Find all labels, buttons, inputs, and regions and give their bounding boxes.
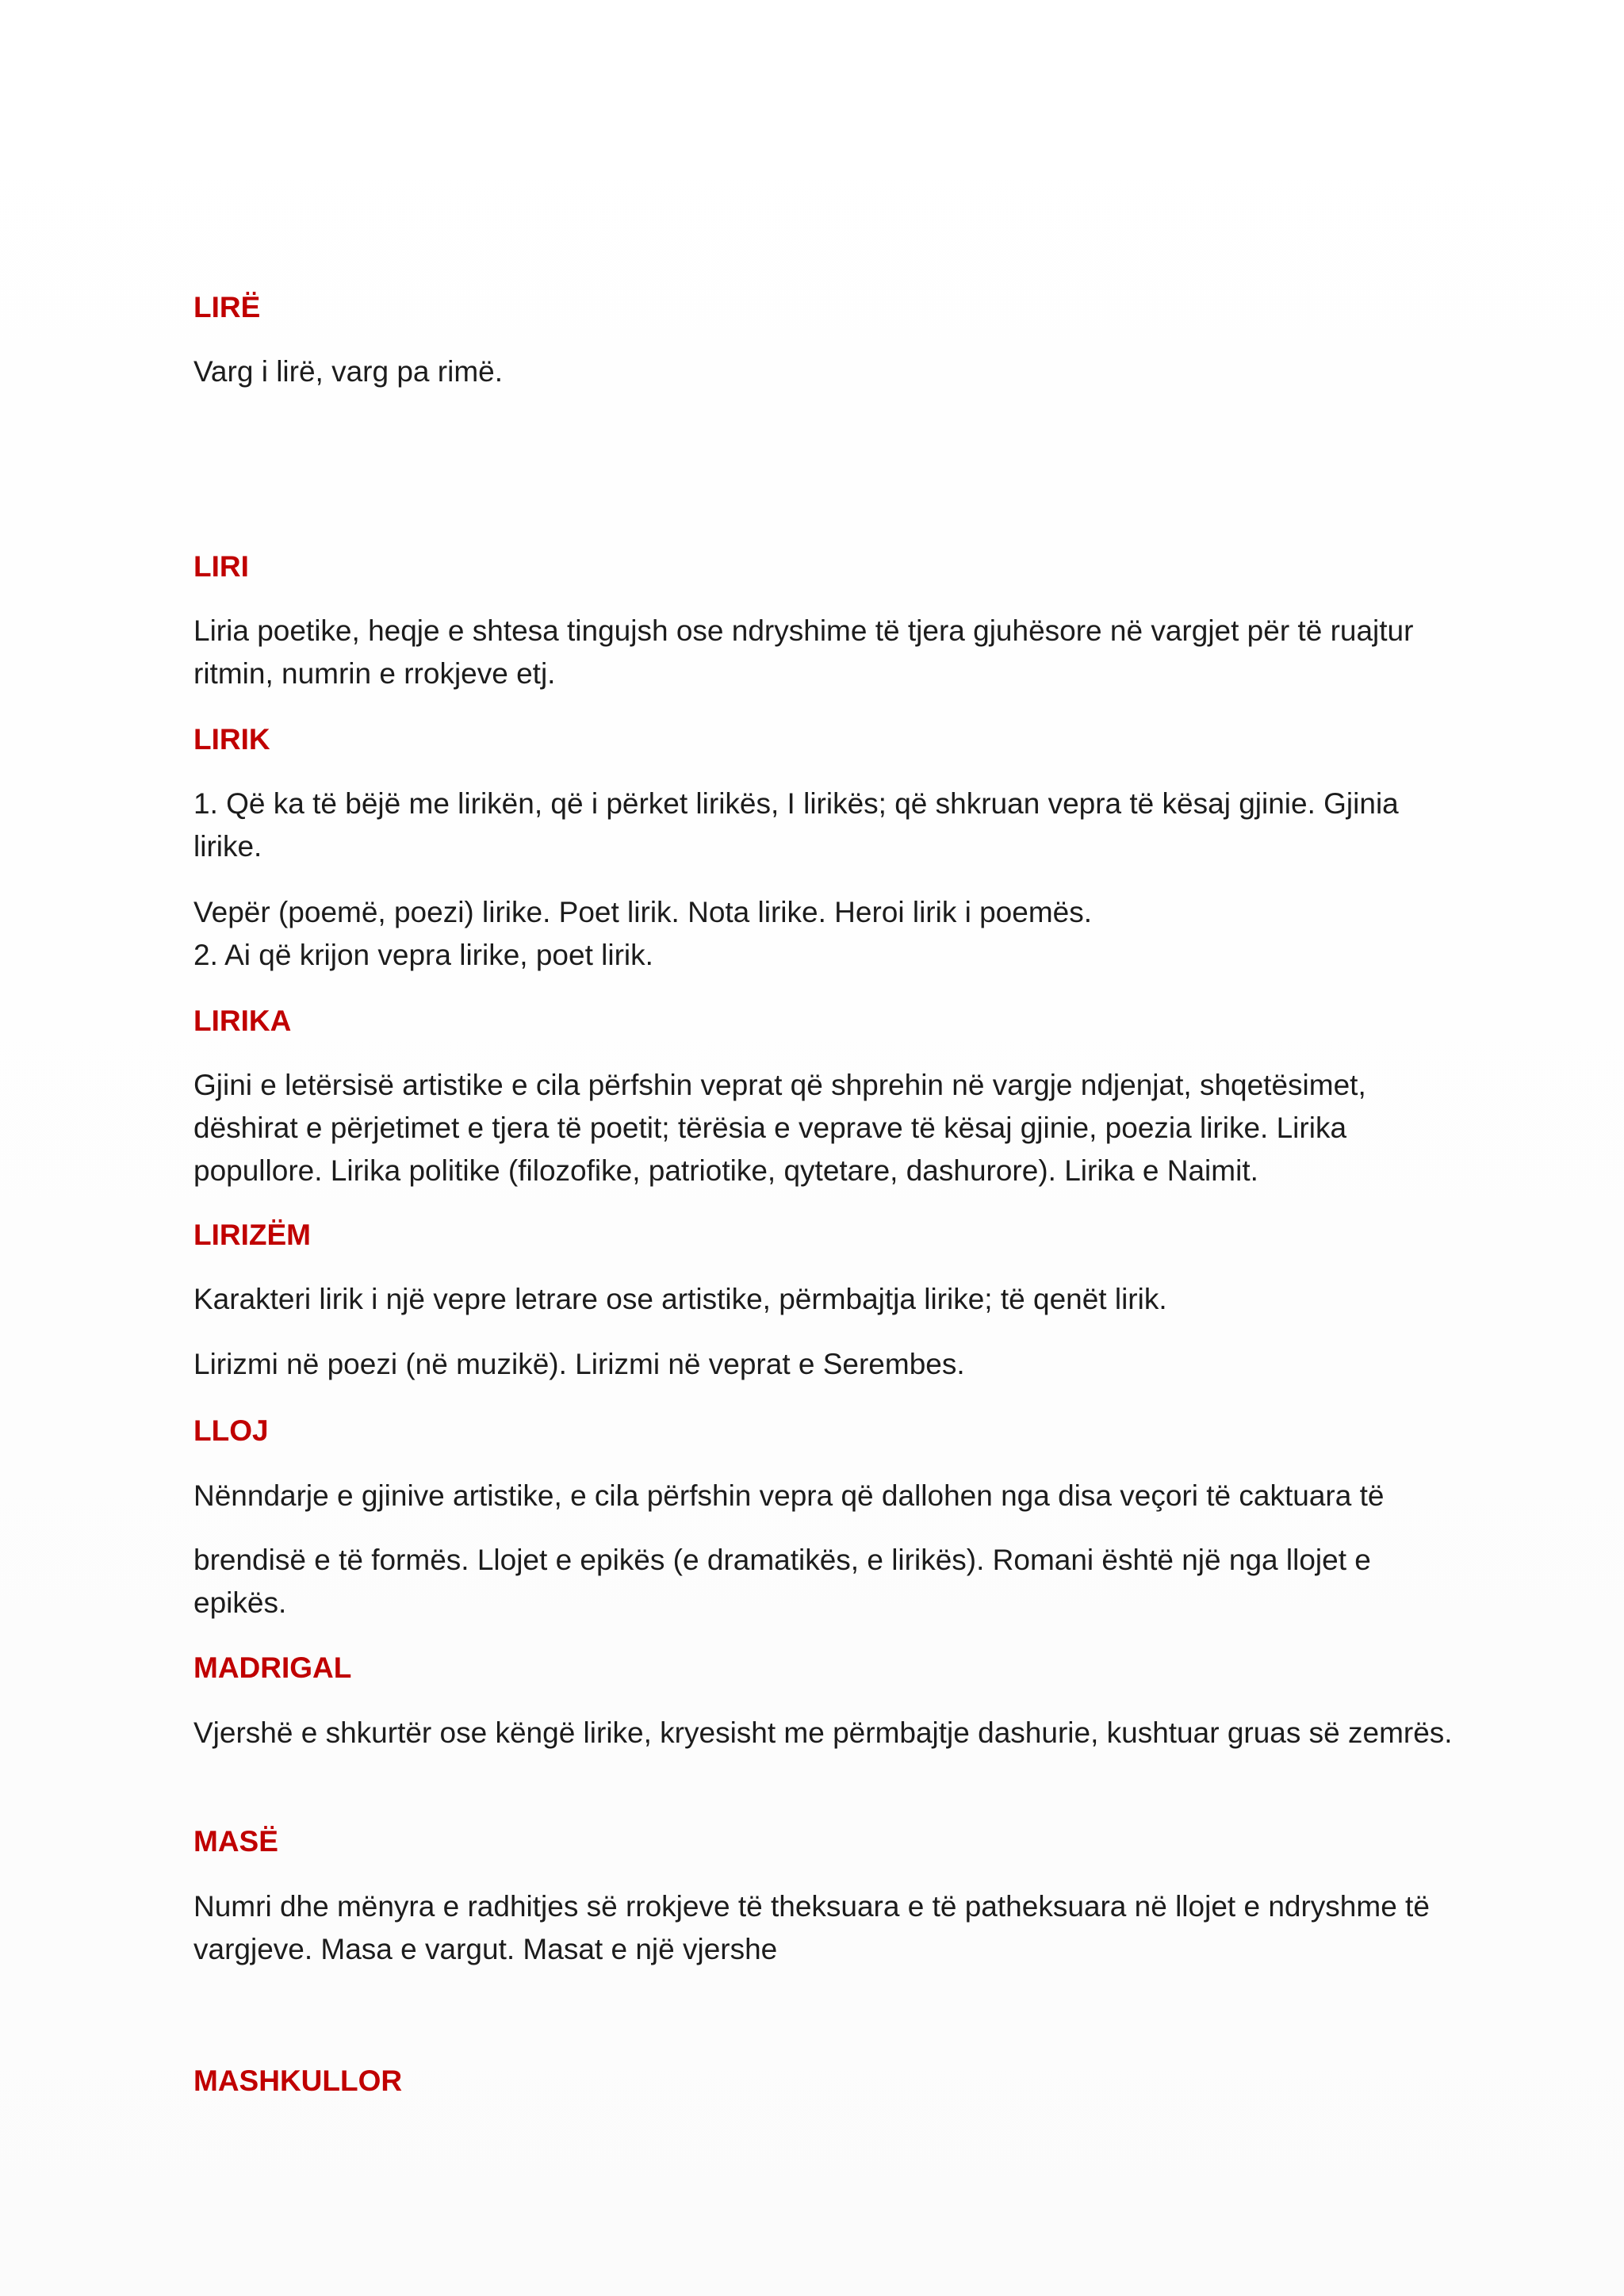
term-definition: Liria poetike, heqje e shtesa tingujsh ose ndryshime të tjera gjuhësore në vargjet për të ruajtur ritmin, numrin e rrokjeve etj. [193,614,1414,690]
term-definition: Karakteri lirik i një vepre letrare ose artistike, përmbajtja lirike; të qenët lirik. [193,1283,1167,1315]
term-definition: Gjini e letërsisë artistike e cila përfshin veprat që shprehin në vargje ndjenjat, shqetësimet, dëshirat e përjetimet e tjera të poetit; tërësia e veprave të kësaj gjinie, poezia lirike. Lirika popullore. Lirika politike (filozofike, patriotike, qytetare, dashurore). Lirika e Naimit. [193,1069,1366,1187]
term-definition: 2. Ai që krijon vepra lirike, poet lirik. [193,939,653,971]
term-definition-continued: brendisë e të formës. Llojet e epikës (e dramatikës, e lirikës). Romani është një nga llojet e epikës. [193,1544,1371,1619]
term-definition: Vjershë e shkurtër ose këngë lirike, kryesisht me përmbajtje dashurie, kushtuar gruas së zemrës. [193,1716,1453,1749]
term-heading: LIRIZËM [193,1219,311,1251]
term-heading: LIRË [193,291,261,323]
term-definition: 1. Që ka të bëjë me lirikën, që i përket lirikës, I lirikës; që shkruan vepra të kësaj gjinie. Gjinia lirike. [193,787,1399,863]
term-definition: Varg i lirë, varg pa rimë. [193,355,503,388]
term-example: Lirizmi në poezi (në muzikë). Lirizmi në veprat e Serembes. [193,1348,965,1380]
term-heading: LIRI [193,550,249,583]
term-heading: MADRIGAL [193,1651,352,1684]
term-heading: MASHKULLOR [193,2064,403,2097]
term-definition: Numri dhe mënyra e radhitjes së rrokjeve të theksuara e të patheksuara në llojet e ndryshme të vargjeve. Masa e vargut. Masat e një vjershe [193,1890,1430,1965]
term-definition: Nënndarje e gjinive artistike, e cila përfshin vepra që dallohen nga disa veçori të caktuara të [193,1479,1385,1512]
term-heading: LIRIK [193,723,270,756]
term-heading: LIRIKA [193,1004,292,1037]
term-example: Vepër (poemë, poezi) lirike. Poet lirik. Nota lirike. Heroi lirik i poemës. [193,896,1093,928]
term-heading: MASË [193,1825,278,1858]
term-heading: LLOJ [193,1414,269,1447]
